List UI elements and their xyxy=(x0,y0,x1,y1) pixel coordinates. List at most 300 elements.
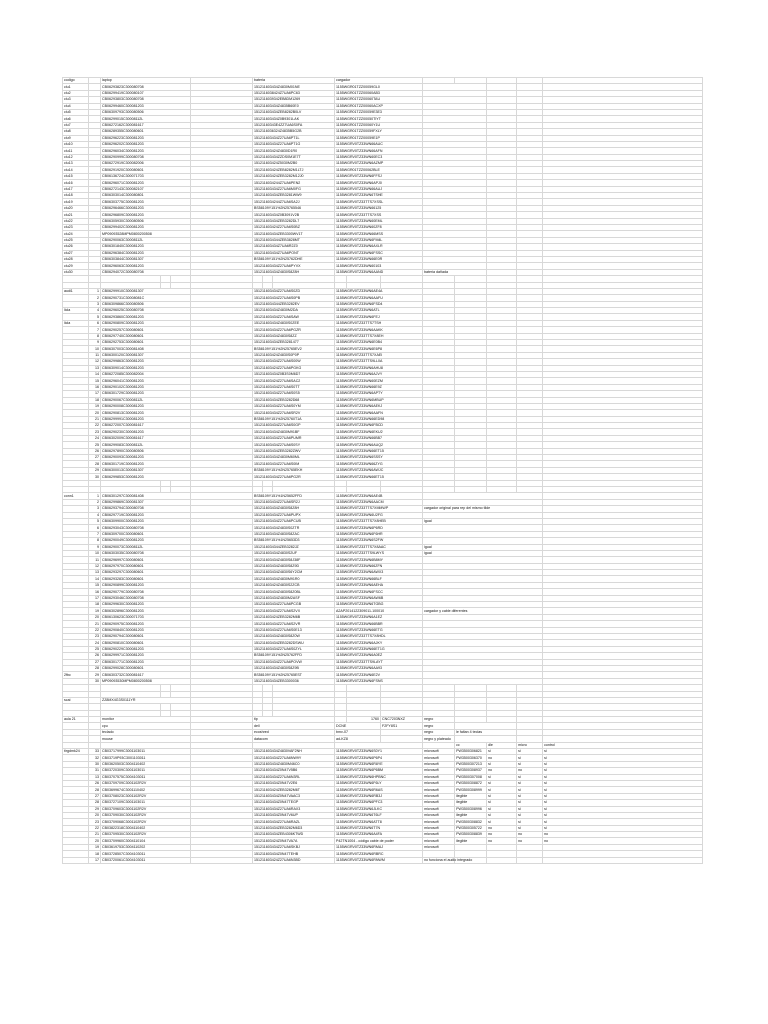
cell[interactable]: 151211603434Z4830S8Z9B xyxy=(253,665,335,671)
cell[interactable]: 151211603434Z4830S6Y2CM xyxy=(253,570,335,576)
cell[interactable]: CB06303014C300080801 xyxy=(101,193,191,199)
cell[interactable]: CB03709603C3001102R2V xyxy=(101,806,191,812)
cell[interactable]: CB06299028C300080601 xyxy=(101,665,191,671)
cell[interactable]: 1155WGR01TZZ00062BLE xyxy=(335,167,423,173)
cell[interactable]: 151211603434Z27UA6RAX3 xyxy=(253,806,335,812)
cell[interactable]: ilegible xyxy=(455,793,487,799)
cell[interactable]: 151211603434Z0B3091V2B xyxy=(253,212,335,218)
cell[interactable]: 1155WGRV0TZ33WN6FSNS xyxy=(335,678,423,684)
cell[interactable]: 1155WGRV0TZ33WN6AXLR xyxy=(335,244,423,250)
cell[interactable]: CB06293043C300080708 xyxy=(101,525,191,531)
cell[interactable] xyxy=(543,857,703,863)
cell[interactable]: 30 xyxy=(89,678,101,684)
cell[interactable]: PW3500308999 xyxy=(455,787,487,793)
cell[interactable]: 1155WGRV0TZ33WN6MBUP xyxy=(335,397,423,403)
cell[interactable]: si xyxy=(487,780,517,786)
cell[interactable]: 20 xyxy=(89,614,101,620)
cell[interactable]: 151211603434Z0B3S0M6D7 xyxy=(253,371,335,377)
cell[interactable]: PW3500305722 xyxy=(455,825,487,831)
cell[interactable]: CB03619753C3004110202 xyxy=(101,844,191,850)
cell[interactable]: clu9 xyxy=(63,135,89,141)
cell[interactable]: 15 xyxy=(89,582,101,588)
cell[interactable]: 5 xyxy=(89,314,101,320)
cell[interactable]: 151211603424Z27UA6SAC2 xyxy=(253,378,335,384)
cell[interactable]: 1155WGRV0TZ33WN6AEHA xyxy=(335,582,423,588)
cell[interactable]: 16 xyxy=(89,589,101,595)
cell[interactable]: 1155WGRV0TZ33WN6E6P8 xyxy=(335,346,423,352)
cell[interactable]: 1155WGRV0TZ33WN6AHU8 xyxy=(335,365,423,371)
cell[interactable]: 1155WGRV0TZ33TTS7TSH xyxy=(335,320,423,326)
cell[interactable]: 1512116039342EB8DM1269 xyxy=(253,97,335,103)
cell[interactable]: CB06296025C300080708 xyxy=(101,308,191,314)
cell[interactable]: CB03709709C3001102R2V xyxy=(101,780,191,786)
cell[interactable]: 28 xyxy=(89,665,101,671)
cell[interactable]: CB06300120C300081307 xyxy=(101,352,191,358)
cell[interactable]: 1155WGRV0TZ33WN6PFC3 xyxy=(335,800,423,806)
cell[interactable]: CB06299910C300081307 xyxy=(101,288,191,294)
cell[interactable]: si xyxy=(487,761,517,767)
cell[interactable]: clu13 xyxy=(63,161,89,167)
cell[interactable]: 12 xyxy=(89,359,101,365)
cell[interactable]: clu28 xyxy=(63,256,89,262)
cell[interactable]: 1155WGRV0TZ33WN6AAKK xyxy=(335,327,423,333)
cell[interactable]: 18 xyxy=(89,602,101,608)
cell[interactable]: 1155WGR01TZZ00059FXLY xyxy=(335,129,423,135)
cell[interactable]: si xyxy=(487,819,517,825)
cell[interactable]: 33 xyxy=(89,749,101,755)
cell[interactable]: 151211603434Z7UA6PONT xyxy=(253,250,335,256)
cell[interactable]: si xyxy=(543,800,703,806)
cell[interactable]: 1155WGRV0TZ33WN6FM4L xyxy=(335,237,423,243)
cell[interactable]: 1155WGRV0TZ33WN66125 xyxy=(335,205,423,211)
cell[interactable]: cargador y cable diferentes xyxy=(423,608,543,614)
cell[interactable]: 1155WGRV0TZ33WN6AAND xyxy=(335,269,423,275)
cell[interactable]: CB06299402C300081203 xyxy=(101,224,191,230)
cell[interactable]: 22 xyxy=(89,423,101,429)
cell[interactable]: 1155WGRV0TZ33TTS7XSSL xyxy=(335,199,423,205)
cell[interactable]: 6 xyxy=(89,320,101,326)
cell[interactable]: 151211603434ZEB3282M6D3 xyxy=(253,825,335,831)
cell[interactable]: 10 xyxy=(89,550,101,556)
cell[interactable]: igual xyxy=(423,544,543,550)
cell[interactable]: CB06297970C300080601 xyxy=(101,563,191,569)
cell[interactable]: 21 xyxy=(89,832,101,838)
cell[interactable]: 28 xyxy=(89,800,101,806)
cell[interactable]: 1155WGR01TZZ00060TAU xyxy=(335,97,423,103)
cell[interactable]: codigo xyxy=(63,78,89,84)
cell[interactable]: 27 xyxy=(89,659,101,665)
cell[interactable]: 151211603434Z27UA6PG2R xyxy=(253,474,335,480)
cell[interactable]: 151211603434Z4835B60E0 xyxy=(253,103,335,109)
cell[interactable]: CB06290810C300080601 xyxy=(101,640,191,646)
cell[interactable]: CB06296466C300081203 xyxy=(101,205,191,211)
cell[interactable]: no xyxy=(487,832,517,838)
cell[interactable]: CB06296202C300081203 xyxy=(101,141,191,147)
cell[interactable]: 19 xyxy=(89,403,101,409)
cell[interactable]: 1155WGR01TZZ00060AB3 xyxy=(335,90,423,96)
cell[interactable]: 151211603434Z27UA6S2VR xyxy=(253,621,335,627)
cell[interactable]: si xyxy=(543,806,703,812)
cell[interactable]: CB03620503C3004110402 xyxy=(101,761,191,767)
cell[interactable]: 9 xyxy=(89,340,101,346)
cell[interactable]: 151211603424Z0N47VA7A xyxy=(253,838,335,844)
cell[interactable]: 1155WGR01TZZ00059E3E3 xyxy=(335,109,423,115)
cell[interactable]: ilegible xyxy=(455,838,487,844)
cell[interactable]: 151211603434Z4830S0ZEE xyxy=(253,320,335,326)
cell[interactable]: CB06309700C300080601 xyxy=(101,531,191,537)
cell[interactable]: microsoft xyxy=(423,819,455,825)
cell[interactable]: licla xyxy=(63,320,89,326)
cell[interactable]: 26 xyxy=(89,780,101,786)
cell[interactable]: 151211603434Z0N47TEHB xyxy=(253,851,335,857)
cell[interactable]: PW3500306821 xyxy=(455,749,487,755)
cell[interactable]: CB03720061C3004103011 xyxy=(101,857,191,863)
cell[interactable]: clu12 xyxy=(63,154,89,160)
cell[interactable]: 1155WGRV0TZ33WN6T6LF xyxy=(335,812,423,818)
cell[interactable]: 15 xyxy=(89,378,101,384)
cell[interactable]: 1155WGRV0TZ33WN66ZFN xyxy=(335,563,423,569)
cell[interactable]: 1155WGRV0TZ33WN66BLF xyxy=(335,576,423,582)
cell[interactable]: si xyxy=(517,787,543,793)
cell[interactable]: CB03720309C3001103011 xyxy=(101,768,191,774)
cell[interactable]: 1155WGRV0TZ33WN6P6P4 xyxy=(335,755,423,761)
cell[interactable]: clu23 xyxy=(63,224,89,230)
cell[interactable]: clu22 xyxy=(63,218,89,224)
cell[interactable]: BS58109Y151%2N25762DHE xyxy=(253,256,335,262)
cell[interactable]: 1155WGRV0TZ33WN66BB7 xyxy=(335,435,423,441)
cell[interactable]: CB06296071C300081203 xyxy=(101,180,191,186)
cell[interactable]: 1 xyxy=(89,493,101,499)
cell[interactable]: 1155WGRV0TZ33TTS7X8HDL xyxy=(335,633,423,639)
cell[interactable]: PW3500308996 xyxy=(455,806,487,812)
cell[interactable]: 4 xyxy=(89,308,101,314)
cell[interactable]: clu5 xyxy=(63,109,89,115)
cell[interactable]: 1155WGR01TZZ00060Y1U xyxy=(335,122,423,128)
cell[interactable]: 151211603424ZEB3282M12J0 xyxy=(253,173,335,179)
cell[interactable]: 151211603434Z0N47V5B6 xyxy=(253,768,335,774)
cell[interactable]: 12 xyxy=(89,563,101,569)
cell[interactable]: CB06297890C300080506 xyxy=(101,448,191,454)
cell[interactable]: 1155WGRV0TZ33TTS9LWYS xyxy=(335,550,423,556)
cell[interactable]: CB06297719C300081203 xyxy=(101,512,191,518)
cell[interactable]: datacom xyxy=(253,736,335,742)
cell[interactable]: 20 xyxy=(89,812,101,818)
cell[interactable]: igual xyxy=(423,518,543,524)
cell[interactable]: 3 xyxy=(89,506,101,512)
cell[interactable]: CB06303775C300081203 xyxy=(101,199,191,205)
cell[interactable]: clu15 xyxy=(63,173,89,179)
cell[interactable]: 1155WGRV0TZ33WN60EC3 xyxy=(335,154,423,160)
cell[interactable]: 151211603434Z27UA6S0S5 xyxy=(253,391,335,397)
cell[interactable] xyxy=(487,857,517,863)
cell[interactable]: si xyxy=(543,812,703,818)
cell[interactable]: 1155WGRV0TZ33WN60ZF8 xyxy=(335,224,423,230)
cell[interactable]: 20 xyxy=(89,410,101,416)
cell[interactable]: 1512116034344ZEB3282JZ xyxy=(253,544,335,550)
cell[interactable]: CB06272085C300082004 xyxy=(101,371,191,377)
cell[interactable]: si xyxy=(543,761,703,767)
cell[interactable]: CB06303844C300081307 xyxy=(101,256,191,262)
cell[interactable]: 1155WGRV0TZ33WN6RB3J xyxy=(335,793,423,799)
cell[interactable]: 28 xyxy=(89,461,101,467)
cell[interactable]: clu17 xyxy=(63,186,89,192)
cell[interactable]: 17 xyxy=(89,391,101,397)
cell[interactable]: control xyxy=(543,742,703,748)
cell[interactable]: negro y plateado xyxy=(423,736,455,742)
cell[interactable]: no xyxy=(517,838,543,844)
cell[interactable]: clu27 xyxy=(63,250,89,256)
cell[interactable]: 1155WGRV0TZ33WN6SSSY xyxy=(335,455,423,461)
cell[interactable]: si xyxy=(517,793,543,799)
cell[interactable]: clu4 xyxy=(63,103,89,109)
cell[interactable]: CB03717999C3001103011 xyxy=(101,749,191,755)
cell[interactable]: 1155WGRV0TZ33WN66ED98 xyxy=(335,416,423,422)
cell[interactable]: 19 xyxy=(89,608,101,614)
cell[interactable]: CB06293823C300080708 xyxy=(101,84,191,90)
cell[interactable]: 1155WGRV0TZ33WN60EZM xyxy=(335,378,423,384)
cell[interactable]: 151211603434Z0B9301LAK xyxy=(253,116,335,122)
cell[interactable]: CB06299630C300081203 xyxy=(101,602,191,608)
cell[interactable]: 1155WGRV0TZ33WN6FFSJ xyxy=(335,173,423,179)
cell[interactable]: 151211603434ZEB3281477 xyxy=(253,340,335,346)
cell[interactable]: 1512116038424Z7UA6PC63 xyxy=(253,90,335,96)
cell[interactable]: 1155WGRV0TZ33TTS9LL0A xyxy=(335,359,423,365)
cell[interactable]: CB06299863C300081203 xyxy=(101,359,191,365)
cell[interactable]: 22 xyxy=(89,627,101,633)
cell[interactable]: BS58109Y151%2N25760T1A xyxy=(253,416,335,422)
cell[interactable]: 1155WGRV0TZ33WN6AAFN xyxy=(335,410,423,416)
cell[interactable]: si xyxy=(543,774,703,780)
cell[interactable]: DCNE xyxy=(335,723,381,729)
cell[interactable]: 1155WGRV0TZ33WN6AW6B xyxy=(335,595,423,601)
cell[interactable]: CB06290813C300081203 xyxy=(101,410,191,416)
cell[interactable]: clu30 xyxy=(63,269,89,275)
cell[interactable]: 1512116036324Z4835B5G2B xyxy=(253,129,335,135)
cell[interactable]: CB06299419C300080107 xyxy=(101,90,191,96)
cell[interactable]: clu20 xyxy=(63,205,89,211)
cell[interactable]: 151211603424Z4830S2ZCB xyxy=(253,582,335,588)
cell[interactable]: 1760 xyxy=(347,717,381,723)
cell[interactable]: 151211603434ZEB3282ZWV xyxy=(253,448,335,454)
cell[interactable]: CB06301771C300081203 xyxy=(101,659,191,665)
cell[interactable]: 18 xyxy=(89,397,101,403)
cell[interactable]: 23 xyxy=(89,819,101,825)
cell[interactable]: CB06272007C300081617 xyxy=(101,423,191,429)
cell[interactable]: 151211603434Z4830VAF2NH xyxy=(253,749,335,755)
cell[interactable]: CB06290975C300081203 xyxy=(101,621,191,627)
cell[interactable]: 151211603434Z4830S8Z9D xyxy=(253,563,335,569)
cell[interactable]: no xyxy=(543,838,703,844)
cell[interactable]: 1155WGRV0TZ33WN6TGBG xyxy=(335,602,423,608)
cell[interactable]: CB06272919C300082006 xyxy=(101,161,191,167)
cell[interactable]: 1155WGRV0TZ33WN66AFN xyxy=(335,148,423,154)
cell[interactable]: PW3500308832 xyxy=(455,819,487,825)
cell[interactable]: 151211603434Z27UA6PT1L xyxy=(253,135,335,141)
cell[interactable]: 1155WGRV0TZ33WN6HPBNC xyxy=(335,774,423,780)
cell[interactable]: 151211603424Z27UA6PGKG xyxy=(253,365,335,371)
cell[interactable]: si xyxy=(517,825,543,831)
cell[interactable]: CB06290063C30008112L xyxy=(101,237,191,243)
cell[interactable]: 1155WGR01TZZ00059GL0 xyxy=(335,84,423,90)
cell[interactable]: 1155WGRV0TZ33WN6B8MY xyxy=(335,557,423,563)
cell[interactable]: 26 xyxy=(89,653,101,659)
cell[interactable]: 1155WGRV0TZ33WN6S2FW xyxy=(335,538,423,544)
cell[interactable]: CB06290067C30008112L xyxy=(101,397,191,403)
cell[interactable]: clu26 xyxy=(63,244,89,250)
cell[interactable]: audi1 xyxy=(63,288,89,294)
cell[interactable]: 1155WGRV0TZ33WN6E0B4 xyxy=(335,340,423,346)
cell[interactable]: CB06291920C300080601 xyxy=(101,167,191,173)
cell[interactable]: CB06130623C300071703 xyxy=(101,614,191,620)
cell[interactable]: CB06292753C300080601 xyxy=(101,340,191,346)
cell[interactable]: 1155WGRV0TZ33WN6P6RD xyxy=(335,525,423,531)
cell[interactable]: 1155WGRV0TZ33WN6RBRC xyxy=(335,851,423,857)
cell[interactable]: dle xyxy=(487,742,517,748)
cell[interactable]: BS58109Y151%2N25765EST xyxy=(253,672,335,678)
cell[interactable]: microsoft xyxy=(423,768,455,774)
cell[interactable]: clu14 xyxy=(63,167,89,173)
cell[interactable]: si xyxy=(517,780,543,786)
cell[interactable]: CB06307003C300081408 xyxy=(101,346,191,352)
cell[interactable]: 1155WGRV0TZ33WN60EML xyxy=(335,218,423,224)
cell[interactable]: 1512116034344ZEB3282EV xyxy=(253,301,335,307)
cell[interactable]: CB06296223C300081203 xyxy=(101,135,191,141)
cell[interactable]: 1155WGRV0TZ33WN6FBCD xyxy=(335,423,423,429)
cell[interactable]: 1155WGRV0TZ33WN6AACM xyxy=(335,499,423,505)
cell[interactable]: 22 xyxy=(89,825,101,831)
cell[interactable]: si xyxy=(543,768,703,774)
cell[interactable]: CB06136724C300071703 xyxy=(101,173,191,179)
cell[interactable]: 2 xyxy=(89,499,101,505)
cell[interactable]: A2AP2014122309011-100010 xyxy=(335,608,423,614)
cell[interactable]: 25 xyxy=(89,442,101,448)
cell[interactable]: 23 xyxy=(89,633,101,639)
cell[interactable]: CB06302896C300081203 xyxy=(101,608,191,614)
cell[interactable]: 151211603434Z27UA6PYVX xyxy=(253,263,335,269)
cell[interactable]: 151211603434Z0N47V2E6 xyxy=(253,780,335,786)
cell[interactable]: CB03699674C3001110402 xyxy=(101,787,191,793)
cell[interactable]: 151211603434Z4830M2DA xyxy=(253,308,335,314)
cell[interactable]: si xyxy=(517,812,543,818)
cell[interactable]: 151211603434ZEB3282DSWU xyxy=(253,640,335,646)
cell[interactable]: cargador original para rep del mismo tilde xyxy=(423,506,543,512)
cell[interactable]: mouse xyxy=(101,736,191,742)
cell[interactable]: 1155WGRV0TZ33WN6APTY xyxy=(335,391,423,397)
cell[interactable]: CB03728507C3004103011 xyxy=(101,851,191,857)
cell[interactable]: CB06309900C300081203 xyxy=(101,518,191,524)
cell[interactable]: 151211603434Z27UA6SR2J xyxy=(253,499,335,505)
cell[interactable]: igual xyxy=(423,550,543,556)
cell[interactable]: scai xyxy=(63,697,89,703)
cell[interactable]: 151211603434Z27UA6S0GP xyxy=(253,423,335,429)
cell[interactable]: 1155WGRV0TZ33TTS7XAEI xyxy=(335,352,423,358)
cell[interactable]: 151211603434Z27UA6POVW xyxy=(253,659,335,665)
cell[interactable]: 151211603434Z27UA6SAW xyxy=(253,314,335,320)
cell[interactable]: 1512116034344ZEB3828MT xyxy=(253,237,335,243)
cell[interactable]: microsoft xyxy=(423,761,455,767)
cell[interactable]: CB03707575C3004103011 xyxy=(101,774,191,780)
cell[interactable]: conn1 xyxy=(63,493,89,499)
cell[interactable]: 28 xyxy=(89,787,101,793)
cell[interactable]: laptop xyxy=(101,78,191,84)
cell[interactable]: BS58109Y151%2N25765EKH xyxy=(253,467,335,473)
cell[interactable]: 1155WGRV0TZ33WN6F6LY xyxy=(335,780,423,786)
cell[interactable]: si xyxy=(517,806,543,812)
cell[interactable]: 151211603434Z27UA6SKBJ xyxy=(253,844,335,850)
cell[interactable]: 151211603434Z4830S8Z0BL xyxy=(253,589,335,595)
cell[interactable]: 1155WGRV0TZ33WN6RMAJ xyxy=(335,844,423,850)
cell[interactable]: 1155WGRV0TZ33WN6RNWM xyxy=(335,857,423,863)
cell[interactable]: 1155WGRV0TZ33WN6ATL xyxy=(335,308,423,314)
cell[interactable]: CB06293803C300080708 xyxy=(101,97,191,103)
cell[interactable]: CB06290794C300080601 xyxy=(101,633,191,639)
cell[interactable]: 8 xyxy=(89,538,101,544)
cell[interactable]: 151211603434ZEB3300WV1T xyxy=(253,231,335,237)
cell[interactable]: 151211603434Z4830S8Z0W xyxy=(253,633,335,639)
cell[interactable]: aula 21 xyxy=(63,717,89,723)
cell[interactable]: 30 xyxy=(89,761,101,767)
cell[interactable]: si xyxy=(517,755,543,761)
cell[interactable]: 151211603434ZEB3300036 xyxy=(253,678,335,684)
cell[interactable]: CB06309014C300081203 xyxy=(101,365,191,371)
cell[interactable]: tirgdmk24 xyxy=(63,749,89,755)
cell[interactable]: P42TN1004 - código cable de poder xyxy=(335,838,423,844)
cell[interactable]: cpu xyxy=(101,723,191,729)
cell[interactable]: CB06290809C300081203 xyxy=(101,320,191,326)
cell[interactable]: 151211603434Z4830S8ZZ xyxy=(253,333,335,339)
cell[interactable]: 151211603434ZEB3282DL7 xyxy=(253,218,335,224)
cell[interactable]: 3 xyxy=(89,301,101,307)
cell[interactable]: 151211603434Z27UA6PCUB xyxy=(253,518,335,524)
cell[interactable]: 1155WGRV0TZ33WN6AE4A xyxy=(335,288,423,294)
cell[interactable]: 151211603434Z4830M60ML xyxy=(253,455,335,461)
cell[interactable]: 151211603434Z27UA6S0SY xyxy=(253,442,335,448)
cell[interactable]: si xyxy=(543,825,703,831)
cell[interactable]: PW3500306370 xyxy=(455,755,487,761)
cell[interactable]: 1155WGRV0TZ33TTS7XMMWP xyxy=(335,506,423,512)
cell[interactable]: 151211603434ZEB8282B0LV xyxy=(253,109,335,115)
cell[interactable]: CB03727109C3001103011 xyxy=(101,800,191,806)
cell[interactable]: 151211603434Z27UA6S00W xyxy=(253,359,335,365)
cell[interactable]: CB06299869C300081307 xyxy=(101,499,191,505)
cell[interactable]: si xyxy=(543,819,703,825)
cell[interactable]: microsoft xyxy=(423,800,455,806)
cell[interactable]: 1155WGRV0TZ33WN66ET15 xyxy=(335,474,423,480)
cell[interactable]: CB06297740C300080601 xyxy=(101,333,191,339)
cell[interactable]: 24 xyxy=(89,640,101,646)
cell[interactable]: 1155WGRV0TZ33TTS7X8HEB xyxy=(335,518,423,524)
cell[interactable]: no xyxy=(487,825,517,831)
cell[interactable]: CB06296997C300080601 xyxy=(101,557,191,563)
cell[interactable]: 1155WGRV0TZ33WN6APJ0 xyxy=(335,180,423,186)
cell[interactable]: CB06296809C300081203 xyxy=(101,212,191,218)
cell[interactable]: 1155WGRV0TZ33WN66ZYG xyxy=(335,461,423,467)
cell[interactable]: CB06290093C300081203 xyxy=(101,455,191,461)
cell[interactable]: CB06293283C300080601 xyxy=(101,576,191,582)
cell[interactable]: 151211603424Z4830S0P0P xyxy=(253,352,335,358)
cell[interactable]: CB06272162C300081617 xyxy=(101,122,191,128)
cell[interactable]: 13 xyxy=(89,774,101,780)
cell[interactable]: 151211603434Z27UA6S0TT xyxy=(253,384,335,390)
cell[interactable]: ZZ8MX4G3S0111YR xyxy=(101,697,191,703)
cell[interactable]: MP09093530MPM0800200508 xyxy=(101,678,191,684)
cell[interactable]: CB06290073C30008112L xyxy=(101,544,191,550)
cell[interactable]: 151211603434Z27UA6S0ZYL xyxy=(253,646,335,652)
cell[interactable]: CB06290731C30008081C xyxy=(101,295,191,301)
cell[interactable]: 1155WGR01TZZ00050TIYT xyxy=(335,116,423,122)
cell[interactable]: 1155WGRV0TZ33WN66BBR xyxy=(335,621,423,627)
cell[interactable]: si xyxy=(543,787,703,793)
